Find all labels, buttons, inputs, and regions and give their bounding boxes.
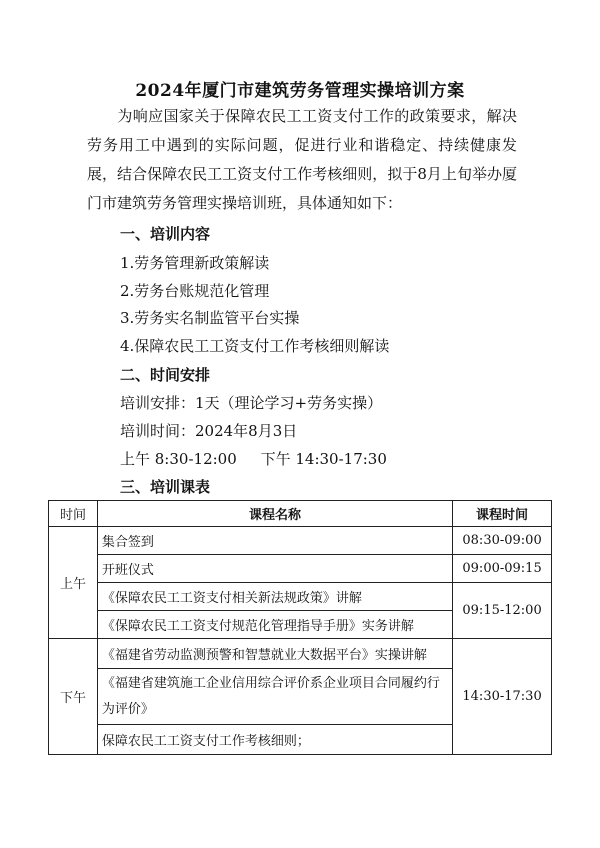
document-title: 2024年厦门市建筑劳务管理实操培训方案	[135, 81, 465, 101]
header-time: 时间	[49, 501, 98, 527]
table-row	[49, 639, 552, 669]
arrangement-text: 培训安排：1天（理论学习+劳务实操）	[120, 394, 383, 412]
content-item-4: 4.保障农民工工资支付工作考核细则解读	[120, 337, 390, 355]
period-pm: 下午	[49, 639, 98, 755]
intro-paragraph	[87, 102, 517, 218]
table-row	[49, 583, 552, 611]
timetable	[48, 500, 552, 755]
course-time: 09:15-12:00	[453, 583, 552, 639]
course-name: 开班仪式	[97, 555, 452, 583]
course-name: 《福建省劳动监测预警和智慧就业大数据平台》实操讲解	[97, 639, 452, 669]
course-name: 保障农民工工资支付工作考核细则；	[97, 725, 452, 755]
course-time: 09:00-09:15	[453, 555, 552, 583]
course-time: 14:30-17:30	[453, 639, 552, 755]
content-item-3: 3.劳务实名制监管平台实操	[120, 309, 300, 327]
hours-text: 上午 8:30-12:00 下午 14:30-17:30	[120, 450, 387, 468]
course-time: 08:30-09:00	[453, 527, 552, 555]
content-item-1: 1.劳务管理新政策解读	[120, 254, 270, 272]
date-text: 培训时间：2024年8月3日	[120, 422, 298, 440]
header-course: 课程名称	[97, 501, 452, 527]
period-am: 上午	[49, 527, 98, 639]
section-heading-schedule: 二、时间安排	[120, 366, 211, 384]
section-heading-content: 一、培训内容	[120, 225, 211, 243]
course-name: 《保障农民工工资支付规范化管理指导手册》实务讲解	[97, 611, 452, 639]
course-name: 《福建省建筑施工企业信用综合评价系企业项目合同履约行为评价》	[97, 669, 452, 725]
intro-text: 为响应国家关于保障农民工工资支付工作的政策要求，解决劳务用工中遇到的实际问题，促进行业和谐稳定、持续健康发展，结合保障农民工工资支付工作考核细则，拟于8月上旬举办厦门市建筑劳务管理实操培训班，具体通知如下：	[87, 107, 517, 212]
table-row	[49, 527, 552, 555]
section-heading-timetable: 三、培训课表	[120, 478, 211, 496]
header-course-time: 课程时间	[453, 501, 552, 527]
course-name: 《保障农民工工资支付相关新法规政策》讲解	[97, 583, 452, 611]
table-header-row	[49, 501, 552, 527]
content-item-2: 2.劳务台账规范化管理	[120, 282, 270, 300]
table-row	[49, 555, 552, 583]
course-name: 集合签到	[97, 527, 452, 555]
